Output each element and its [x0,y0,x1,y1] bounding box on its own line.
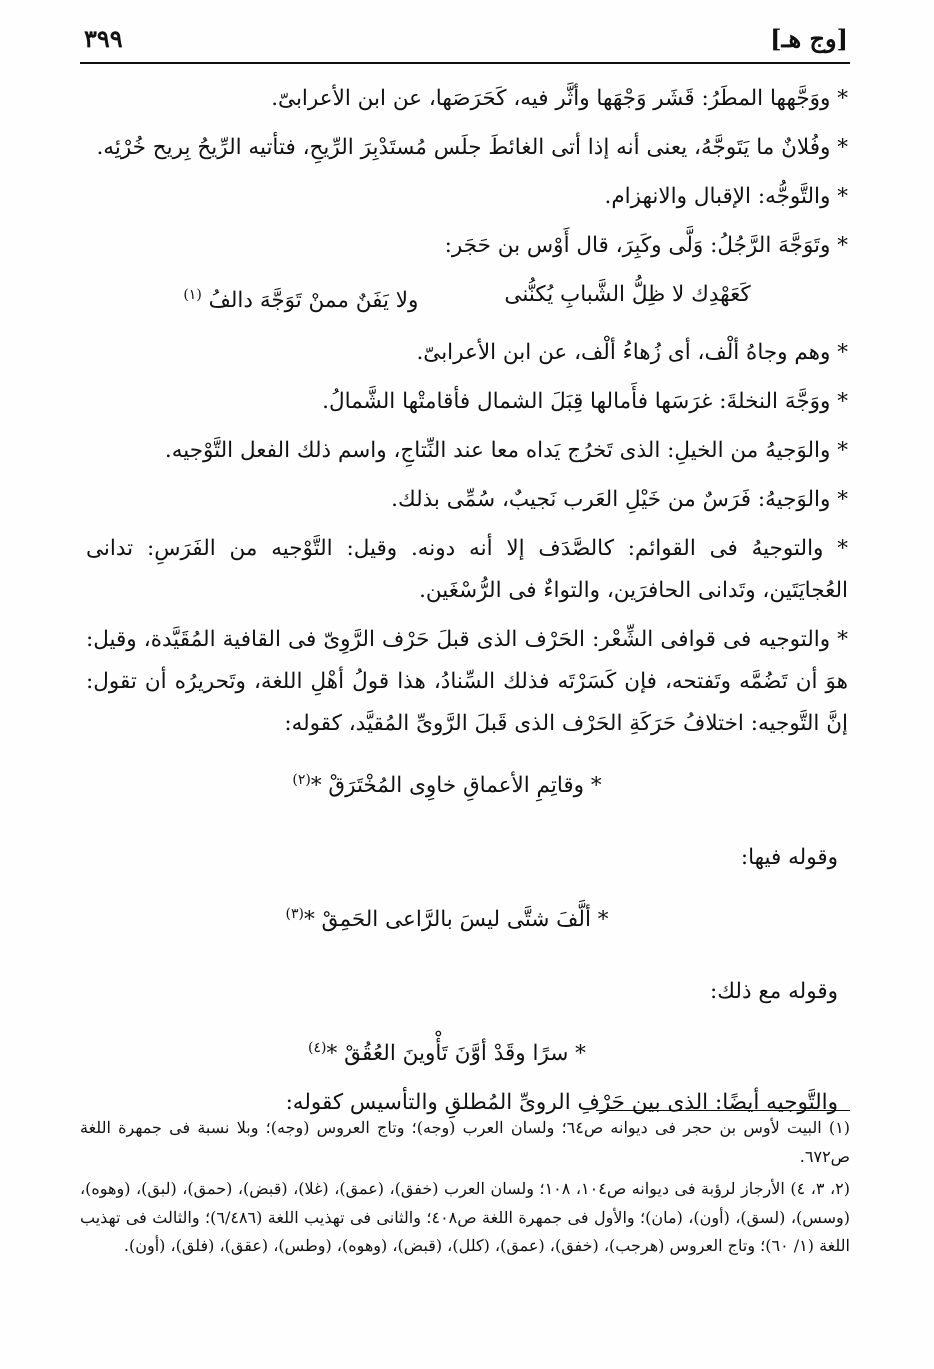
verse-line: * سرًا وقَدْ أوَّنَ تَأْوينَ العُقُقْ *$^{(٤)}$ [308,1040,586,1067]
paragraph: وقوله مع ذلك: [710,979,838,1005]
paragraph: * والوَجيهُ من الخيلِ: الذى تَخرُج يَداه معا عند النِّتاجِ، واسم ذلك الفعل التَّوْجيه. [164,438,848,464]
footnote-rule [596,1110,850,1111]
paragraph: والتَّوجيه أيضًا: الذى بين حَرْفِ الروىِّ المُطلقِ والتأسيس كقوله: [285,1089,838,1115]
footnote-ref: (٤) [308,1040,327,1057]
entry-body [86,78,848,1131]
paragraph: * ووَجَّهها المطَرُ: قَشَر وَجْهَها وأثَّر فيه، كَحَرَصَها، عن ابن الأعرابىّ. [271,86,848,111]
verse-hemistich-second: ولا يَفَنٌ ممنْ تَوَجَّهَ دالفُ $^{(١)}$ [183,287,419,314]
paragraph: * والتَّوجُّه: الإقبال والانهزام. [604,184,848,209]
page-header [80,22,854,58]
root-heading: [وج هـ] [770,24,848,53]
footnote-ref: (١) [183,287,202,303]
paragraph: * والتوجيه فى قوافى الشِّعْر: الحَرْف الذى قبلَ حَرْف الرَّوِىّ فى القافية المُقَيَّدة، وقيل: هوَ أن تَضُمَّه وتَفتحه، فإن كَسَرْتَه فذلك السِّنادُ، هذا قولُ أهْلِ اللغة، وتَحريرُه أن تقول: إنَّ التَّوجيه: اختلافُ حَرَكَةِ الحَرْف الذى قَبلَ الرَّوىِّ المُقيَّد، كقوله: [86,627,848,737]
paragraph: * وتَوَجَّهَ الرَّجُلُ: وَلَّى وكَبِرَ، قال أَوْس بن حَجَر: [444,233,848,258]
footnotes [80,1114,850,1265]
verse-line: * وقاتِمِ الأعماقِ خاوِى المُخْتَرَقْ *$^{(٢)}$ [292,772,602,799]
paragraph: * وفُلانٌ ما يَتَوجَّهُ، يعنى أنه إذا أتى الغائطَ جلَس مُستَدْبِرَ الرِّيحِ، فتأتيه الرِّيحُ بِريح خُرْئِه. [96,135,848,160]
paragraph: * والوَجيهُ: فَرَسٌ من خَيْلِ العَرب نَجيبٌ، سُمِّى بذلك. [391,487,848,513]
footnote: (١) البيت لأوس بن حجر فى ديوانه ص٦٤؛ ولسان العرب (وجه)؛ وتاج العروس (وجه)؛ وبلا نسبة فى جمهرة اللغة ص٦٧٢. [80,1118,850,1166]
verse-hemistich-first: كَعَهْدِك لا ظِلُّ الشَّبابِ يُكنُّنى [504,282,751,307]
paragraph: * ووَجَّهَ النخلةَ: غرَسَها فأَمالها قِبَلَ الشمال فأقامتْها الشَّمالُ. [322,389,848,415]
paragraph: * والتوجيهُ فى القوائم: كالصَّدَف إلا أنه دونه. وقيل: التَّوْجيه من الفَرَسِ: تدانى العُجايَتَين، وتَدانى الحافرَين، والتواءٌ فى الرُّسْغَين. [86,536,848,604]
page-number: ٣٩٩ [84,24,123,53]
verse-couplet [86,274,848,322]
paragraph: * وهم وجاهُ ألْف، أى زُهاءُ ألْف، عن ابن الأعرابىّ. [416,340,848,366]
footnote-ref: (٢) [292,772,311,789]
verse-line: * ألَّفَ شتَّى ليسَ بالرَّاعى الحَمِقْ *$^{(٣)}$ [285,906,609,933]
footnote-ref: (٣) [285,906,304,923]
footnote: (٢، ٣، ٤) الأرجاز لرؤبة فى ديوانه ص١٠٤، ١٠٨؛ ولسان العرب (خفق)، (عمق)، (غلا)، (قبض)، (حمق)، (لبق)، (وهوه)، (وسس)، (لسق)، (أون)، (مان)؛ والأول فى جمهرة اللغة ص٤٠٨؛ والثانى فى تهذيب اللغة (٦/٤٨٦)؛ والثالث فى تهذيب اللغة (١/ ٦٠)؛ وتاج العروس (هرجب)، (خفق)، (عمق)، (كلل)، (قبض)، (وهوه)، (وطس)، (عقق)، (فلق)، (أون). [80,1179,851,1255]
paragraph: وقوله فيها: [740,845,838,871]
header-rule [80,62,850,64]
